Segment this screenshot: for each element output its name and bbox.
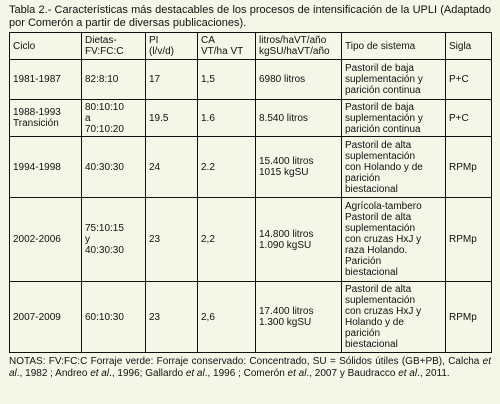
intensification-table [9,32,492,353]
cell-ca: 2,2 [198,198,256,282]
cell-sigla: RPMp [446,137,492,198]
header-litros: litros/haVT/año kgSU/haVT/año [256,33,342,60]
header-ciclo: Ciclo [10,33,82,60]
cell-pi: 17 [146,60,198,100]
notes-text: ., 2011. [417,368,450,379]
notes-text: ., 1982 ; Andreo [16,368,91,379]
cell-dietas: 80:10:10 a 70:10:20 [82,100,146,137]
cell-pi: 19.5 [146,100,198,137]
notes-text: ., 1996 ; Comerón [204,368,288,379]
table-row [10,100,492,137]
cell-dietas: 82:8:10 [82,60,146,100]
cell-litros: 6980 litros [256,60,342,100]
table-row [10,282,492,353]
cell-litros: 14.800 litros 1.090 kgSU [256,198,342,282]
cell-litros: 15.400 litros 1015 kgSU [256,137,342,198]
cell-pi: 23 [146,282,198,353]
notes-text: ., 1996; Gallardo [109,368,186,379]
cell-ciclo: 1988-1993 Transición [10,100,82,137]
cell-ciclo: 1981-1987 [10,60,82,100]
cell-litros: 17.400 litros 1.300 kgSU [256,282,342,353]
table-row [10,60,492,100]
notes-etal: et al [185,368,205,379]
cell-ca: 2,6 [198,282,256,353]
notes-etal: et al [90,368,110,379]
cell-pi: 24 [146,137,198,198]
header-pi: PI (l/v/d) [146,33,198,60]
notes-text: NOTAS: FV:FC:C Forraje verde: Forraje conservado: Concentrado, SU = Sólidos útiles (GB+PB), Calcha [9,356,483,367]
cell-sigla: RPMp [446,198,492,282]
header-ca: CA VT/ha VT [198,33,256,60]
cell-litros: 8.540 litros [256,100,342,137]
cell-sigla: RPMp [446,282,492,353]
cell-pi: 23 [146,198,198,282]
header-sigla: Sigla [446,33,492,60]
cell-sigla: P+C [446,60,492,100]
table-caption: Tabla 2.- Características más destacables de los procesos de intensificación de la UPLI (Adaptado por Comerón a partir de diversas publicaciones). [9,4,491,29]
cell-ca: 1.6 [198,100,256,137]
cell-sistema: Pastoril de alta suplementación con cruzas HxJ y Holando y de parición biestacional [342,282,446,353]
header-dietas: Dietas- FV:FC:C [82,33,146,60]
cell-ca: 1,5 [198,60,256,100]
notes-etal: et al [287,368,307,379]
cell-dietas: 60:10:30 [82,282,146,353]
header-sistema: Tipo de sistema [342,33,446,60]
table-row [10,198,492,282]
cell-dietas: 40:30:30 [82,137,146,198]
cell-ciclo: 2007-2009 [10,282,82,353]
notes-text: ., 2007 y Baudracco [306,368,399,379]
table-notes [9,356,491,380]
cell-ciclo: 1994-1998 [10,137,82,198]
cell-ciclo: 2002-2006 [10,198,82,282]
cell-sigla: P+C [446,100,492,137]
cell-sistema: Pastoril de alta suplementación con Holando y de parición biestacional [342,137,446,198]
notes-etal: et al [398,368,418,379]
notes-etal: et al [9,356,491,379]
cell-dietas: 75:10:15 y 40:30:30 [82,198,146,282]
cell-sistema: Pastoril de baja suplementación y parición continua [342,60,446,100]
cell-sistema: Pastoril de baja suplementación y parición continua [342,100,446,137]
cell-ca: 2.2 [198,137,256,198]
table-header-row [10,33,492,60]
cell-sistema: Agrícola-tambero Pastoril de alta suplementación con cruzas HxJ y raza Holando. Parición biestacional [342,198,446,282]
table-row [10,137,492,198]
